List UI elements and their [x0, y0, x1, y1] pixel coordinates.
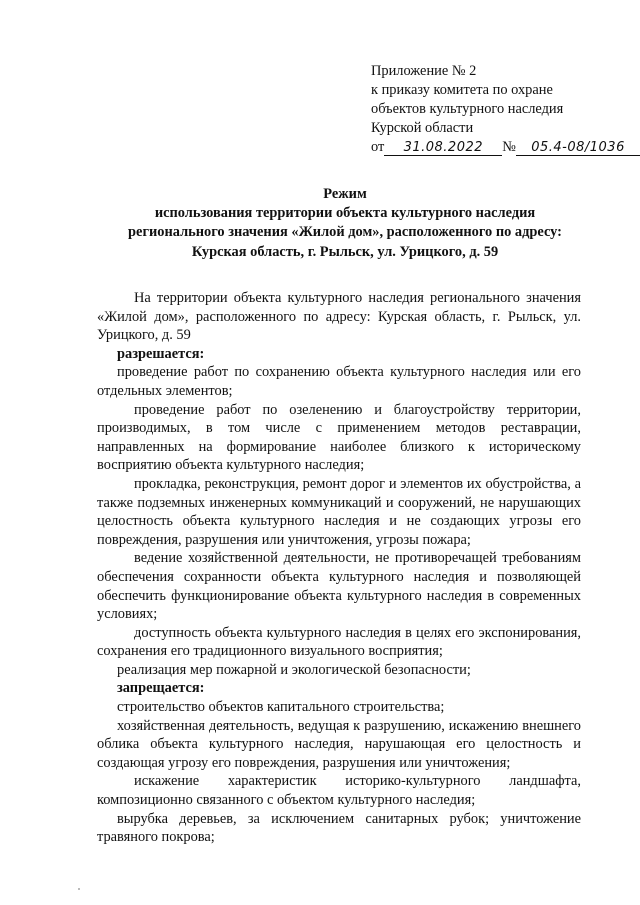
allowed-item: ведение хозяйственной деятельности, не противоречащей требованиям обеспечения сохранности объекта культурного наследия и позволяющей обеспечить функционирование объекта культурного наследия в современных условиях;: [97, 550, 581, 623]
forbidden-item: вырубка деревьев, за исключением санитарных рубок; уничтожение травяного покрова;: [97, 810, 581, 846]
order-number: 05.4-08/1036: [516, 140, 640, 156]
number-label: №: [502, 139, 517, 155]
title-line-1: Режим: [323, 186, 367, 202]
allowed-item: прокладка, реконструкция, ремонт дорог и элементов их обустройства, а также подземных инженерных коммуникаций и сооружений, не нарушающих целостность объекта культурного наследия и не создающих угрозы его повреждения, разрушения или уничтожения, угрозы пожара;: [97, 475, 581, 548]
appendix-committee-line: объектов культурного наследия: [371, 101, 564, 117]
forbidden-item: строительство объектов капитального строительства;: [117, 699, 445, 716]
forbidden-item: искажение характеристик историко-культурного ландшафта, композиционно связанного с объектом культурного наследия;: [97, 773, 581, 809]
from-label: от: [371, 139, 385, 155]
forbidden-item: хозяйственная деятельность, ведущая к разрушению, искажению внешнего облика объекта культурного наследия, нарушающая его целостность и создающая угрозу его повреждения, разрушения или уничтожения;: [97, 717, 581, 771]
scan-speck: [78, 888, 80, 890]
allowed-label: разрешается:: [117, 345, 205, 362]
allowed-item: проведение работ по озеленению и благоустройству территории, производимых, в том числе с применением методов реставрации, направленных на формирование наиболее близкого к историческому восприятию объекта культурного наследия;: [97, 401, 581, 474]
appendix-date-number-line: [371, 138, 625, 157]
forbidden-label: запрещается:: [117, 680, 205, 697]
document-body: [97, 289, 581, 847]
allowed-item: доступность объекта культурного наследия в целях его экспонирования, сохранения его традиционного визуального восприятия;: [97, 624, 581, 660]
allowed-item: проведение работ по сохранению объекта культурного наследия или его отдельных элементов;: [97, 364, 581, 399]
title-line-4: Курская область, г. Рыльск, ул. Урицкого, д. 59: [191, 243, 499, 260]
document-title: [80, 185, 610, 262]
appendix-block: [371, 62, 625, 157]
appendix-title: Приложение № 2: [371, 63, 477, 79]
order-date: 31.08.2022: [384, 140, 502, 156]
appendix-order-line: к приказу комитета по охране: [371, 82, 553, 98]
title-line-2: использования территории объекта культурного наследия: [154, 205, 536, 222]
title-line-3: регионального значения «Жилой дом», расположенного по адресу:: [128, 224, 562, 241]
appendix-region-line: Курской области: [371, 120, 474, 136]
allowed-item: реализация мер пожарной и экологической безопасности;: [117, 661, 471, 678]
intro-paragraph: На территории объекта культурного наследия регионального значения «Жилой дом», расположенного по адресу: Курская область, г. Рыльск, ул. Урицкого, д. 59: [97, 290, 581, 344]
